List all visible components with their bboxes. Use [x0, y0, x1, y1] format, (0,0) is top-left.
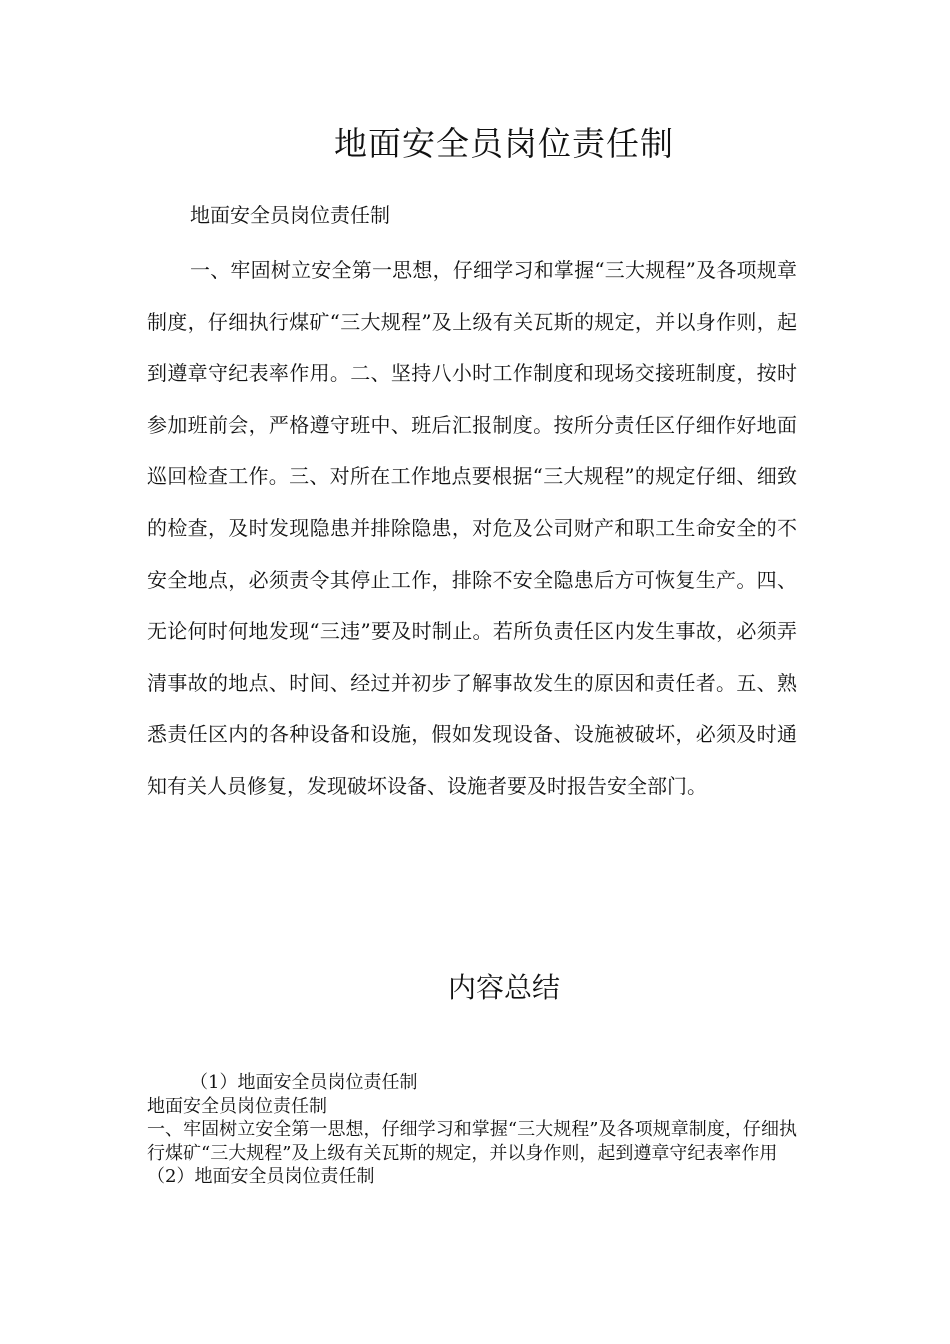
document-subtitle: 地面安全员岗位责任制: [190, 203, 390, 227]
summary-item-2-heading: （2）地面安全员岗位责任制: [147, 1166, 375, 1188]
document-title: 地面安全员岗位责任制: [334, 124, 674, 163]
summary-section: [147, 1071, 797, 1189]
summary-title: 内容总结: [447, 971, 560, 1004]
summary-item-1-line-1: 地面安全员岗位责任制: [147, 1095, 327, 1117]
summary-item-1-line-2: 一、牢固树立安全第一思想，仔细学习和掌握“三大规程”及各项规章制度，仔细执行煤矿“三大规程”及上级有关瓦斯的规定，并以身作则，起到遵章守纪表率作用: [147, 1119, 797, 1164]
body-paragraph: 一、牢固树立安全第一思想，仔细学习和掌握“三大规程”及各项规章制度，仔细执行煤矿“三大规程”及上级有关瓦斯的规定，并以身作则，起到遵章守纪表率作用。二、坚持八小时工作制度和现场交接班制度，按时参加班前会，严格遵守班中、班后汇报制度。按所分责任区仔细作好地面巡回检查工作。三、对所在工作地点要根据“三大规程”的规定仔细、细致的检查，及时发现隐患并排除隐患，对危及公司财产和职工生命安全的不安全地点，必须责令其停止工作，排除不安全隐患后方可恢复生产。四、无论何时何地发现“三违”要及时制止。若所负责任区内发生事故，必须弄清事故的地点、时间、经过并初步了解事故发生的原因和责任者。五、熟悉责任区内的各种设备和设施，假如发现设备、设施被破坏，必须及时通知有关人员修复，发现破坏设备、设施者要及时报告安全部门。: [147, 258, 797, 798]
summary-item-1-heading: （1）地面安全员岗位责任制: [190, 1072, 418, 1093]
